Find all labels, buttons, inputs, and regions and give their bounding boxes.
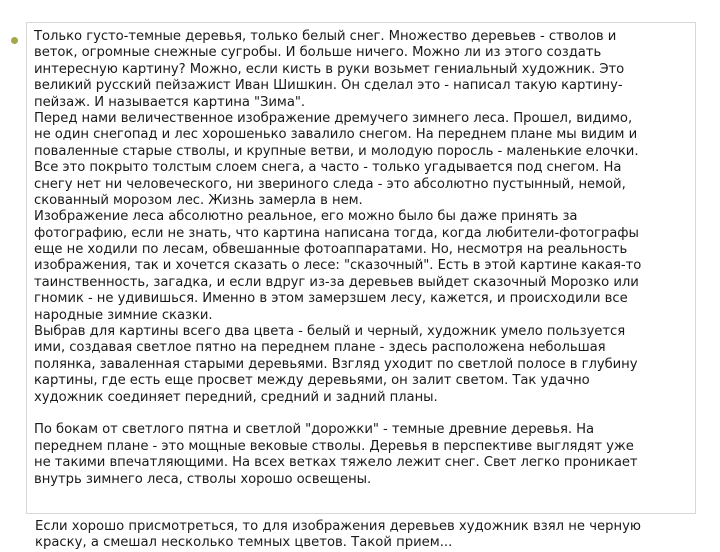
bottom-text-line-clipped: краску, а смешал несколько темных цветов. Такой прием... <box>35 535 453 551</box>
text-line: Изображение леса абсолютно реальное, его можно было бы даже принять за <box>34 209 578 225</box>
text-line: внутрь зимнего леса, стволы хорошо освещены. <box>34 471 372 487</box>
text-line: еще не ходили по лесам, обвешанные фотоаппаратами. Но, несмотря на реальность <box>34 242 628 258</box>
text-line: фотографию, если не знать, что картина написана тогда, когда любители-фотографы <box>34 225 639 241</box>
text-line: По бокам от светлого пятна и светлой "дорожки" - темные древние деревья. На <box>34 422 595 438</box>
text-line: веток, огромные снежные сугробы. И больше ничего. Можно ли из этого создать <box>34 45 602 61</box>
text-line: народные зимние сказки. <box>34 307 213 323</box>
bullet-icon <box>11 37 18 44</box>
text-block <box>34 29 694 488</box>
text-line: скованный морозом лес. Жизнь замерла в нем. <box>34 192 363 208</box>
text-line: снегу нет ни человеческого, ни звериного следа - это абсолютно пустынный, немой, <box>34 176 626 192</box>
paragraph-gap <box>34 406 694 422</box>
text-line: великий русский пейзажист Иван Шишкин. Он сделал это - написал такую картину- <box>34 78 623 94</box>
text-line: Только густо-темные деревья, только белый снег. Множество деревьев - стволов и <box>34 29 617 44</box>
text-line: пейзаж. И называется картина "Зима". <box>34 94 306 110</box>
text-line: художник соединяет передний, средний и задний планы. <box>34 389 438 405</box>
text-line: таинственность, загадка, и если вдруг из-за деревьев выйдет сказочный Морозко или <box>34 274 639 290</box>
text-line: полянка, заваленная старыми деревьями. Взгляд уходит по светлой полосе в глубину <box>34 356 638 372</box>
bottom-text-line: Если хорошо присмотреться, то для изображения деревьев художник взял не черную <box>35 519 642 534</box>
text-line: ими, создавая светлое пятно на переднем плане - здесь расположена небольшая <box>34 340 606 356</box>
text-line: поваленные старые стволы, и крупные ветви, и молодую поросль - маленькие елочки. <box>34 143 639 159</box>
text-line: Все это покрыто толстым слоем снега, а часто - только угадывается под снегом. На <box>34 160 622 176</box>
text-line: изображения, так и хочется сказать о лесе: "сказочный". Есть в этой картине какая-то <box>34 258 642 274</box>
text-line: переднем плане - это мощные вековые стволы. Деревья в перспективе выглядят уже <box>34 438 634 454</box>
text-line: не такими впечатляющими. На всех ветках тяжело лежит снег. Свет легко проникает <box>34 455 638 471</box>
text-line: картины, где есть еще просвет между деревьями, он залит светом. Так удачно <box>34 373 590 389</box>
text-line: не один снегопад и лес хорошенько завалило снегом. На переднем плане мы видим и <box>34 127 638 143</box>
text-line: гномик - не удивишься. Именно в этом замерзшем лесу, кажется, и происходили все <box>34 291 628 307</box>
text-line: Выбрав для картины всего два цвета - белый и черный, художник умело пользуется <box>34 324 626 340</box>
text-line: Перед нами величественное изображение дремучего зимнего леса. Прошел, видимо, <box>34 110 633 126</box>
text-line: интересную картину? Можно, если кисть в руки возьмет гениальный художник. Это <box>34 61 625 77</box>
